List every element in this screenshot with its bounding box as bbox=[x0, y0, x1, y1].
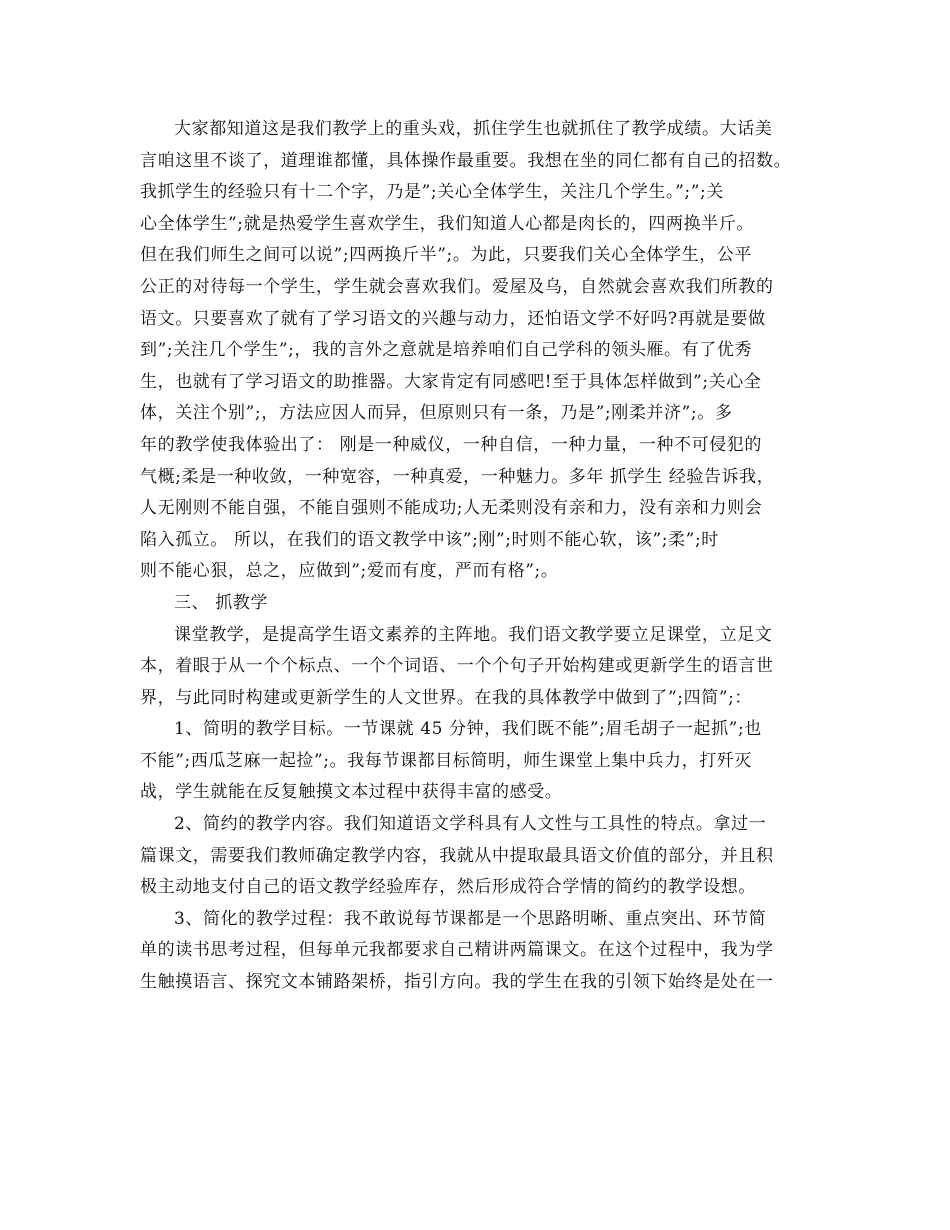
list-item-line: 生触摸语言、探究文本铺路架桥，指引方向。我的学生在我的引领下始终是处在一 bbox=[140, 972, 774, 993]
paragraph-line: 大家都知道这是我们教学上的重头戏，抓住学生也就抓住了教学成绩。大话美 bbox=[174, 119, 773, 139]
paragraph-line: 陷入孤立。 所以，在我们的语文教学中该”;刚”;时则不能心软，该”;柔”;时 bbox=[140, 529, 719, 550]
list-item-line: 单的读书思考过程，但每单元我都要求自己精讲两篇课文。在这个过程中，我为学 bbox=[140, 940, 774, 961]
paragraph-line: 到”;关注几个学生”;，我的言外之意就是培养咱们自己学科的领头雁。有了优秀 bbox=[140, 340, 753, 361]
section-heading: 三、 抓教学 bbox=[174, 592, 269, 613]
paragraph-line: 年的教学使我体验出了： 刚是一种威仪，一种自信，一种力量，一种不可侵犯的 bbox=[140, 434, 763, 455]
paragraph-line: 课堂教学，是提高学生语文素养的主阵地。我们语文教学要立足课堂，立足文 bbox=[174, 624, 773, 645]
paragraph-line: 但在我们师生之间可以说”;四两换斤半”;。为此，只要我们关心全体学生，公平 bbox=[140, 245, 753, 266]
paragraph-line: 公正的对待每一个学生，学生就会喜欢我们。爱屋及乌，自然就会喜欢我们所教的 bbox=[140, 276, 774, 297]
list-item-line: 3、简化的教学过程：我不敢说每节课都是一个思路明晰、重点突出、环节简 bbox=[174, 908, 767, 929]
paragraph-line: 生，也就有了学习语文的助推器。大家肯定有同感吧!至于具体怎样做到”;关心全 bbox=[140, 371, 762, 392]
paragraph-line: 心全体学生”;就是热爱学生喜欢学生，我们知道人心都是肉长的，四两换半斤。 bbox=[140, 213, 755, 234]
list-item-line: 不能”;西瓜芝麻一起捡”;。我每节课都目标简明，师生课堂上集中兵力，打歼灭 bbox=[140, 750, 753, 771]
list-item-line: 战，学生就能在反复触摸文本过程中获得丰富的感受。 bbox=[140, 782, 563, 803]
list-item-line: 篇课文，需要我们教师确定教学内容，我就从中提取最具语文价值的部分，并且积 bbox=[140, 845, 774, 866]
paragraph-line: 言咱这里不谈了，道理谁都懂，具体操作最重要。我想在坐的同仁都有自己的招数。 bbox=[140, 150, 792, 171]
paragraph-line: 我抓学生的经验只有十二个字，乃是”;关心全体学生，关注几个学生。”;”;关 bbox=[140, 182, 724, 203]
list-item-line: 1、简明的教学目标。一节课就 45 分钟，我们既不能”;眉毛胡子一起抓”;也 bbox=[174, 719, 762, 740]
paragraph-line: 人无刚则不能自强，不能自强则不能成功;人无柔则没有亲和力，没有亲和力则会 bbox=[140, 498, 763, 519]
paragraph-line: 界，与此同时构建或更新学生的人文世界。在我的具体教学中做到了”;四简”;： bbox=[140, 687, 753, 708]
body-text bbox=[140, 114, 830, 999]
paragraph-line: 语文。只要喜欢了就有了学习语文的兴趣与动力，还怕语文学不好吗?再就是要做 bbox=[140, 308, 766, 329]
paragraph-line: 气概;柔是一种收敛，一种宽容，一种真爱，一种魅力。多年 抓学生 经验告诉我， bbox=[140, 466, 775, 487]
paragraph-line: 本，着眼于从一个个标点、一个个词语、一个个句子开始构建或更新学生的语言世 bbox=[140, 656, 774, 677]
list-item-line: 极主动地支付自己的语文教学经验库存，然后形成符合学情的简约的教学设想。 bbox=[140, 877, 756, 898]
paragraph-line: 则不能心狠，总之，应做到”;爱而有度，严而有格”;。 bbox=[140, 561, 559, 582]
paragraph-line: 体，关注个别”;，方法应因人而异，但原则只有一条，乃是”;刚柔并济”;。多 bbox=[140, 403, 733, 424]
list-item-line: 2、简约的教学内容。我们知道语文学科具有人文性与工具性的特点。拿过一 bbox=[174, 814, 767, 835]
